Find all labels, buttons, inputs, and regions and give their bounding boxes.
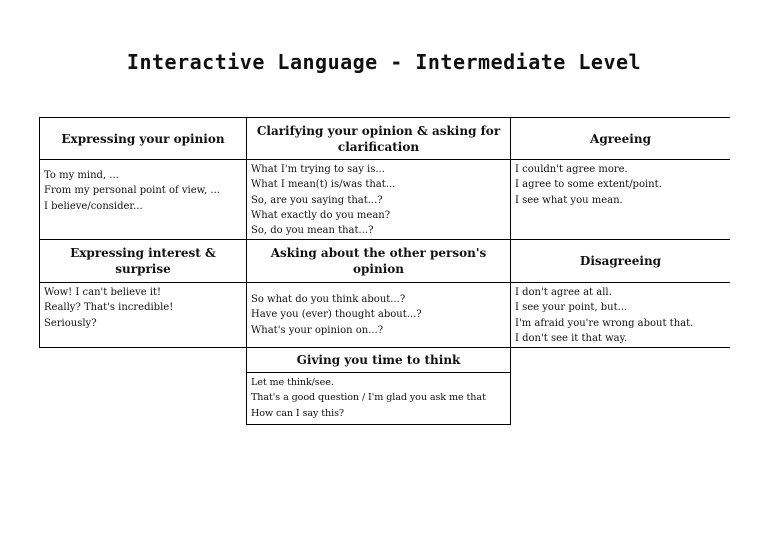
page-title: Interactive Language - Intermediate Level (126, 50, 642, 74)
list-clarifying-opinion (247, 160, 510, 239)
heading-clarifying-opinion: Clarifying your opinion & asking for clarification (256, 123, 501, 154)
heading-disagreeing: Disagreeing (579, 254, 662, 268)
list-interest-surprise (40, 283, 246, 347)
list-disagreeing (511, 283, 730, 347)
heading-expressing-opinion: Expressing your opinion (61, 131, 225, 146)
list-item: I see what you mean. (515, 194, 623, 206)
list-item: So, do you mean that...? (251, 225, 374, 237)
list-item: What's your opinion on...? (251, 324, 384, 336)
list-item: Wow! I can't believe it! (44, 287, 162, 298)
list-item: From my personal point of view, ... (44, 185, 220, 197)
list-item: I'm afraid you're wrong about that. (515, 317, 694, 329)
list-other-opinion (247, 290, 510, 347)
list-item: I agree to some extent/point. (515, 179, 662, 191)
heading-agreeing: Agreeing (590, 131, 651, 146)
list-item: How can I say this? (251, 407, 344, 419)
list-item: What I mean(t) is/was that... (251, 179, 396, 191)
list-item: Really? That's incredible! (44, 302, 174, 314)
list-item: I couldn't agree more. (515, 164, 628, 175)
table-border (246, 424, 511, 425)
list-item: I see your point, but... (515, 302, 628, 314)
list-item: Let me think/see. (251, 377, 334, 388)
list-time-to-think (247, 373, 510, 424)
list-item: What I'm trying to say is... (251, 164, 385, 175)
list-item: I don't agree at all. (515, 287, 612, 298)
list-item: I believe/consider... (44, 200, 143, 212)
list-item: Have you (ever) thought about...? (251, 309, 422, 321)
list-item: What exactly do you mean? (251, 209, 391, 221)
list-agreeing (511, 160, 730, 239)
heading-interest-surprise: Expressing interest & surprise (70, 246, 216, 276)
list-item: So, are you saying that...? (251, 194, 383, 206)
list-item: Seriously? (44, 317, 97, 329)
list-item: So what do you think about...? (251, 294, 406, 305)
heading-other-opinion: Asking about the other person's opinion (270, 246, 487, 276)
heading-time-to-think: Giving you time to think (296, 353, 461, 367)
list-item: To my mind, ... (44, 170, 119, 181)
list-expressing-opinion (40, 166, 246, 239)
list-item: That's a good question / I'm glad you ask me that (251, 392, 486, 404)
list-item: I don't see it that way. (515, 332, 628, 344)
